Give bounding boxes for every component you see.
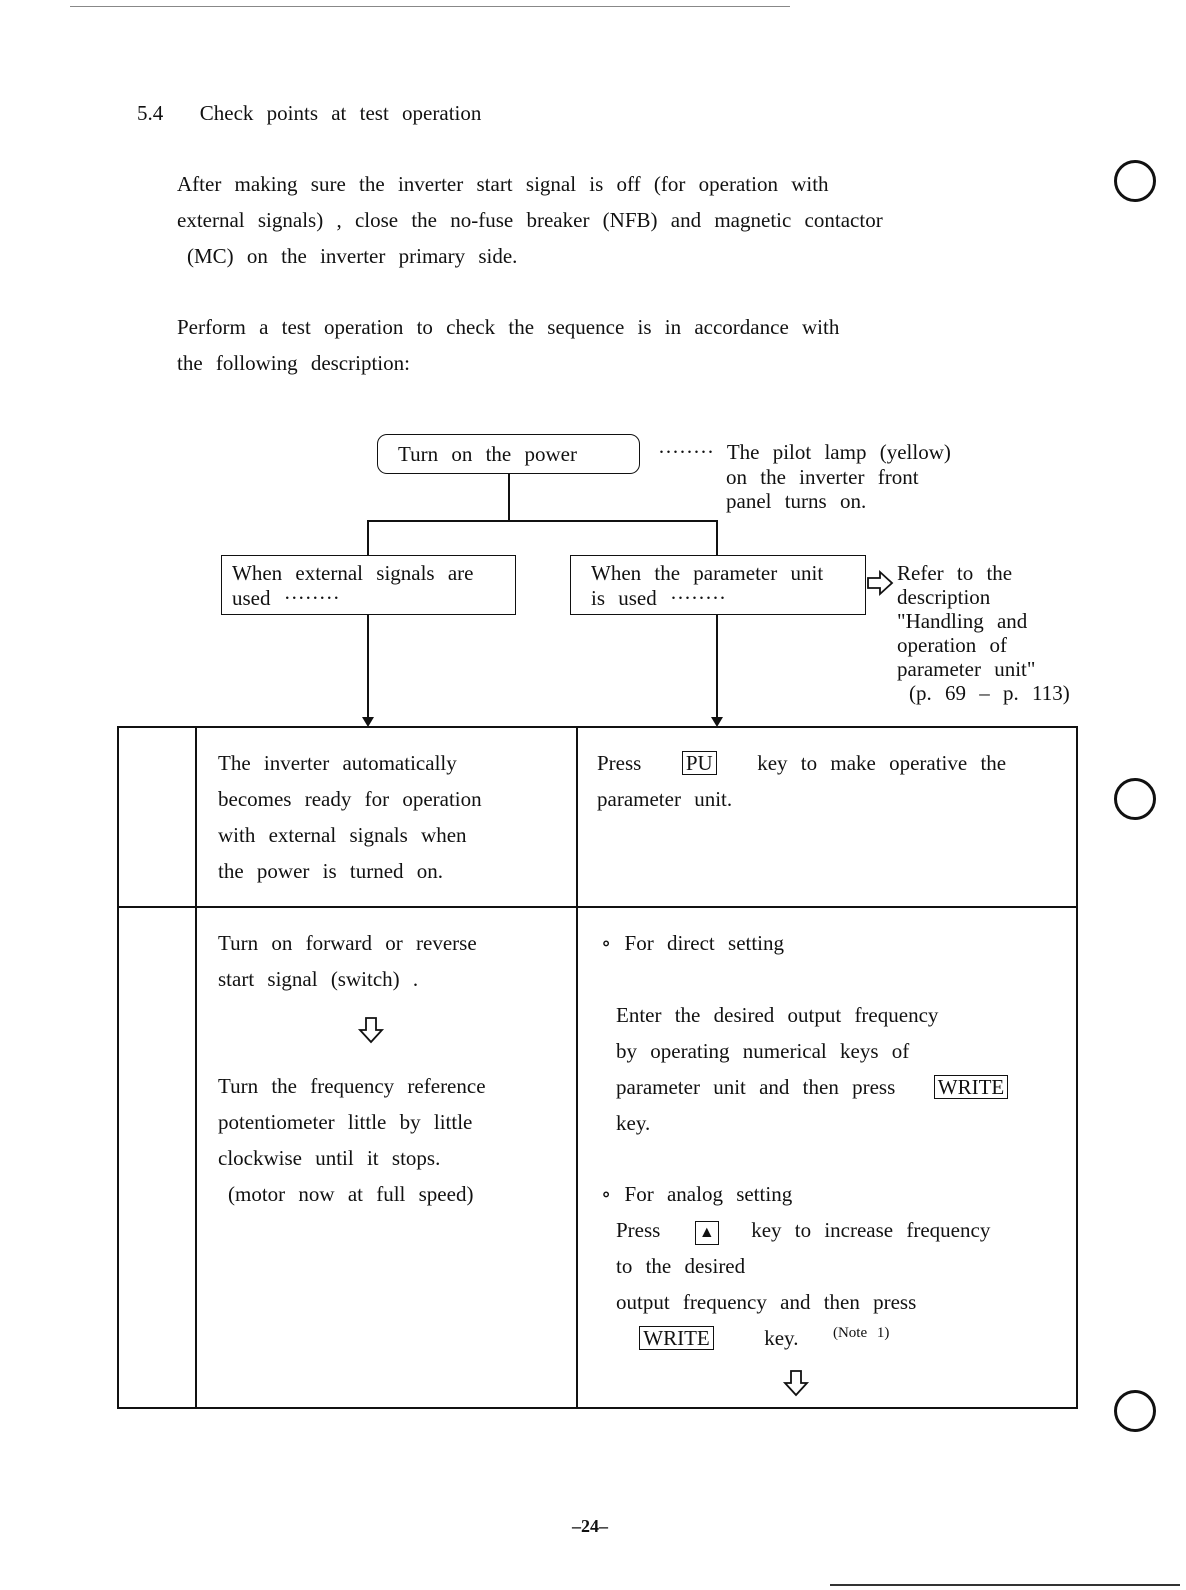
connector-line [716, 520, 718, 555]
power-note [658, 440, 951, 464]
binder-hole [1114, 160, 1156, 202]
refer-arrow-icon [866, 568, 896, 598]
analog-line-text: key to increase frequency [751, 1218, 991, 1242]
press-label: Press [616, 1218, 661, 1242]
top-rule [70, 6, 790, 7]
direct-setting-heading [601, 925, 784, 961]
power-note-line: ········ The pilot lamp (yellow) [658, 440, 951, 464]
connector-line [508, 474, 510, 520]
up-key-icon: ▲ [695, 1221, 719, 1245]
power-note-line: on the inverter front [726, 465, 919, 489]
binder-hole [1114, 778, 1156, 820]
row1-left-line: the power is turned on. [218, 859, 444, 883]
parameter-unit-box [570, 555, 866, 615]
table-divider [576, 726, 578, 1409]
analog-line [616, 1320, 990, 1359]
binder-hole [1114, 1390, 1156, 1432]
refer-line: parameter unit" [897, 657, 1036, 681]
row1-right-line [597, 745, 1006, 781]
press-label: Press [597, 751, 642, 775]
direct-heading-text: ∘ For direct setting [601, 931, 785, 955]
page-number: –24– [572, 1516, 608, 1536]
direct-line: key. [616, 1111, 651, 1135]
table-divider [195, 726, 197, 1409]
row1-left-line: The inverter automatically [218, 751, 457, 775]
power-note [726, 465, 919, 513]
analog-setting-heading [601, 1176, 792, 1212]
row2-left-line: potentiometer little by little [218, 1110, 473, 1134]
direct-setting-body [616, 997, 1008, 1141]
pu-box-line: is used ········ [591, 586, 726, 610]
analog-line: to the desired [616, 1254, 746, 1278]
connector-line [367, 520, 717, 522]
external-signals-box [221, 555, 516, 615]
section-heading [137, 101, 481, 125]
direct-line-text: parameter unit and then press [616, 1075, 896, 1099]
analog-line: output frequency and then press [616, 1290, 917, 1314]
row2-left-line: (motor now at full speed) [228, 1182, 474, 1206]
intro-line: external signals) , close the no-fuse breaker (NFB) and magnetic contactor [177, 208, 883, 232]
analog-heading-text: ∘ For analog setting [601, 1182, 793, 1206]
refer-line: operation of [897, 633, 1008, 657]
refer-note [897, 561, 1070, 705]
row1-right-line: parameter unit. [597, 787, 733, 811]
down-arrow-icon [356, 1016, 386, 1046]
direct-line [616, 1069, 1008, 1105]
row2-left-cell-b [218, 1068, 486, 1212]
row1-right-cell [597, 745, 1006, 817]
connector-line [367, 520, 369, 555]
row2-left-cell-a [218, 925, 477, 997]
bottom-rule [830, 1584, 1180, 1586]
section-title: Check points at test operation [199, 101, 482, 125]
external-box-line: When external signals are [232, 561, 474, 585]
intro-paragraph-2 [177, 309, 839, 381]
section-number: 5.4 [137, 101, 164, 125]
down-arrow-icon [781, 1369, 811, 1399]
intro-line: (MC) on the inverter primary side. [187, 244, 518, 268]
row1-right-text: key to make operative the [757, 751, 1007, 775]
row2-left-line: Turn on forward or reverse [218, 931, 477, 955]
pu-key: PU [682, 751, 717, 775]
connector-line [716, 615, 718, 721]
refer-line: description [897, 585, 991, 609]
row1-left-line: with external signals when [218, 823, 467, 847]
intro-line: After making sure the inverter start signal is off (for operation with [177, 172, 829, 196]
intro-line: the following description: [177, 351, 410, 375]
write-key: WRITE [934, 1075, 1008, 1099]
intro-line: Perform a test operation to check the sequence is in accordance with [177, 315, 840, 339]
analog-setting-body [616, 1212, 990, 1359]
write-key: WRITE [639, 1326, 713, 1350]
analog-line-text: key. [764, 1326, 799, 1350]
analog-line [616, 1212, 990, 1248]
direct-line: by operating numerical keys of [616, 1039, 910, 1063]
row1-left-cell [218, 745, 482, 889]
power-box [377, 434, 640, 474]
refer-line: (p. 69 – p. 113) [909, 681, 1070, 705]
table-divider [117, 906, 1078, 908]
power-box-label: Turn on the power [398, 442, 577, 466]
connector-line [367, 615, 369, 721]
refer-line: "Handling and [897, 609, 1028, 633]
external-box-line: used ········ [232, 586, 340, 610]
row2-left-line: clockwise until it stops. [218, 1146, 441, 1170]
row1-left-line: becomes ready for operation [218, 787, 482, 811]
power-note-line: panel turns on. [726, 489, 867, 513]
row2-left-line: Turn the frequency reference [218, 1074, 486, 1098]
direct-line: Enter the desired output frequency [616, 1003, 939, 1027]
refer-line: Refer to the [897, 561, 1013, 585]
note-reference: (Note 1) [832, 1325, 890, 1341]
pu-box-line: When the parameter unit [591, 561, 824, 585]
intro-paragraph-1 [177, 166, 883, 274]
row2-left-line: start signal (switch) . [218, 967, 419, 991]
